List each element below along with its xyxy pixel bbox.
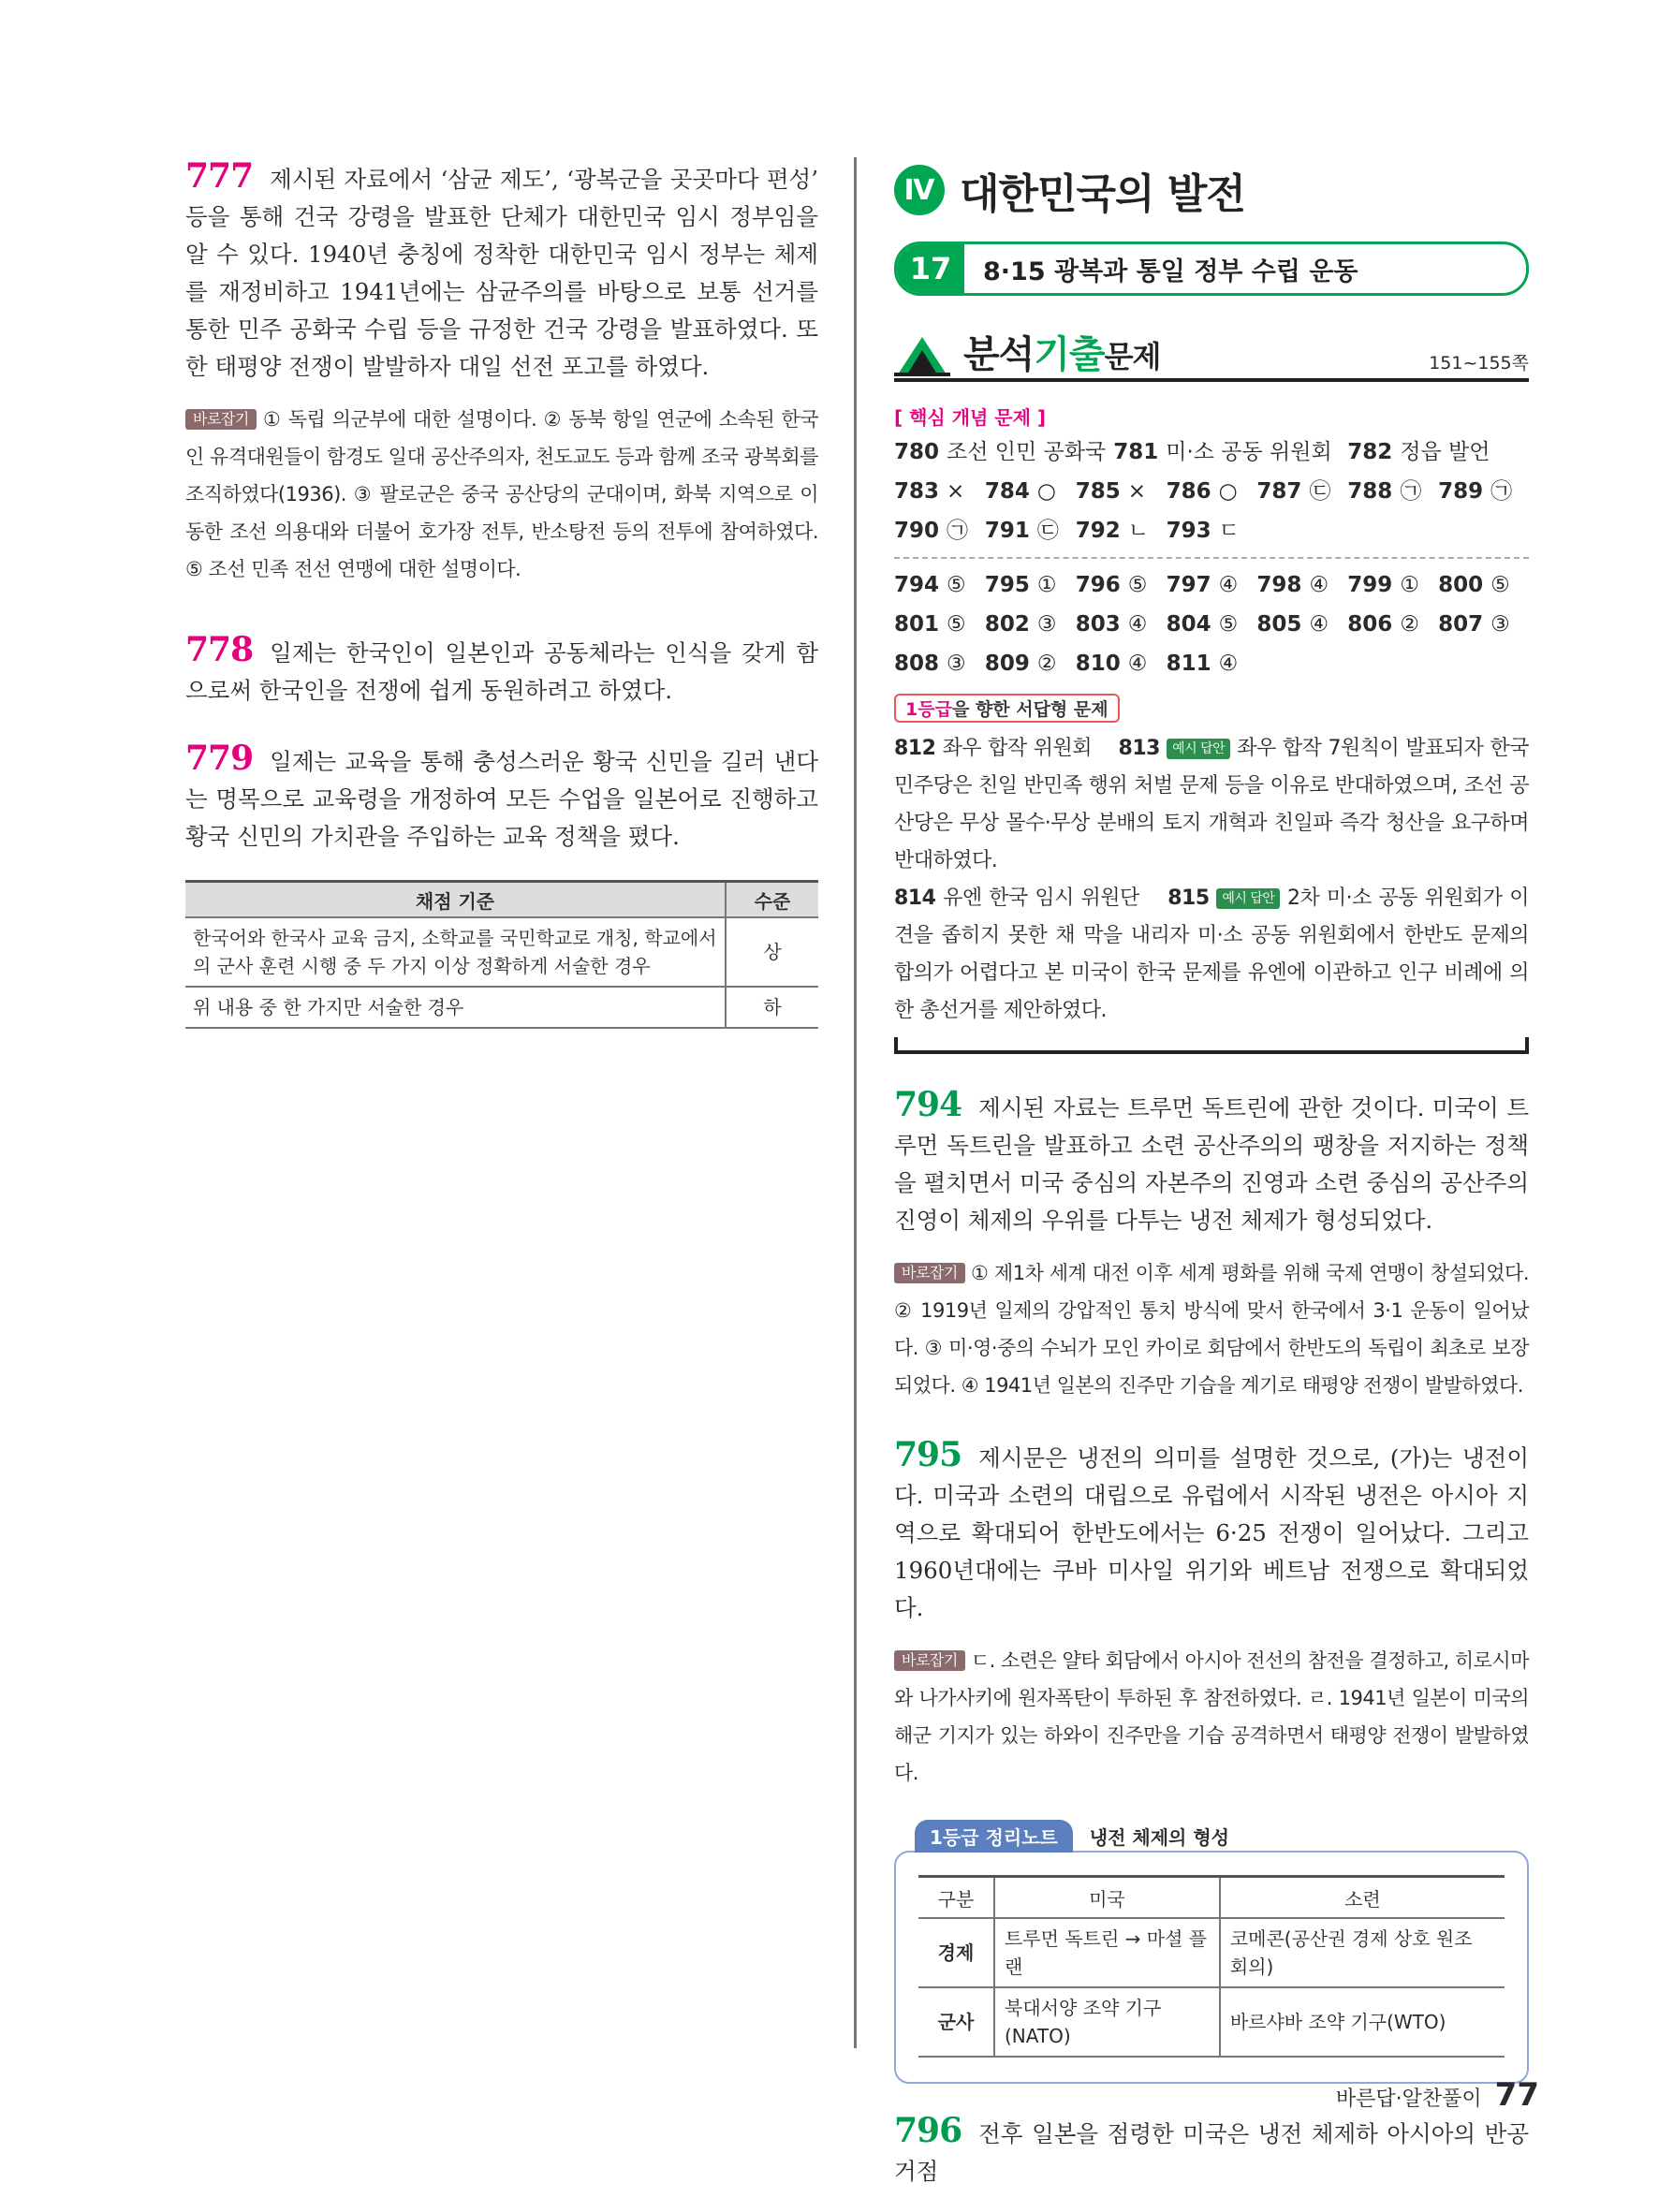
answer-number: 809 [984, 652, 1030, 676]
answer-number: 789 [1438, 479, 1484, 504]
answer-777-text: 제시된 자료에서 ‘삼균 제도’, ‘광복군을 곳곳마다 편성’ 등을 통해 건국 강령을 발표한 단체가 대한민국 임시 정부임을 알 수 있다. 1940년 충칭에 정착한 대한민국 임시 정부는 체제를 재정비하고 1941년에는 삼균주의를 바탕으로 보통 선거를 통한 민주 공화국 수립 등을 규정한 건국 강령을 발표하였다. 또한 태평양 전쟁이 발발하자 대일 선전 포고를 하였다. [185, 166, 818, 380]
answer-number: 814 [894, 886, 936, 910]
answer-number: 805 [1256, 612, 1302, 637]
comparison-table [918, 1875, 1505, 2058]
list-item [985, 647, 1076, 681]
core-answers [894, 435, 1529, 469]
list-item [1347, 435, 1529, 469]
answer-value: ④ [1309, 573, 1329, 597]
answer-value: ② [1400, 612, 1419, 637]
header-category: 구분 [918, 1877, 994, 1919]
question-number-795: 795 [894, 1435, 962, 1474]
list-item [1076, 514, 1167, 548]
answer-value: 좌우 합작 7원칙이 발표되자 한국 민주당은 친일 반민족 행위 처벌 문제 등을 이유로 반대하였으며, 조선 공산당은 무상 몰수·무상 분배의 토지 개혁과 친일파 즉각 청산을 요구하며 반대하였다. [894, 737, 1529, 872]
answer-number: 801 [894, 612, 940, 637]
list-item [1256, 475, 1347, 508]
unit-badge: Ⅳ [894, 165, 945, 215]
answer-796 [894, 2112, 1529, 2190]
list-item [1167, 608, 1257, 641]
answer-value: ㉢ [1309, 479, 1331, 504]
summary-note [894, 1820, 1529, 2084]
answer-number: 790 [894, 519, 940, 543]
list-item [894, 435, 1332, 469]
answer-number: 798 [1256, 573, 1302, 597]
correction-795-text: ㄷ. 소련은 얄타 회담에서 아시아 전선의 참전을 결정하고, 히로시마와 나가사키에 원자폭탄이 투하된 후 참전하였다. ㄹ. 1941년 일본이 미국의 해군 기지가 있는 하와이 진주만을 기습 공격하면서 태평양 전쟁이 발발하였다. [894, 1649, 1529, 1784]
answer-number: 802 [984, 612, 1030, 637]
answer-number: 791 [984, 519, 1030, 543]
answer-number: 795 [984, 573, 1030, 597]
sample-answer-tag: 예시 답안 [1216, 888, 1280, 909]
scoring-table [185, 880, 818, 1029]
answer-value: × [1127, 479, 1147, 504]
answer-value: ㉠ [947, 519, 969, 543]
criterion-cell: 한국어와 한국사 교육 금지, 소학교를 국민학교로 개칭, 학교에서의 군사 훈련 시행 중 두 가지 이상 정확하게 서술한 경우 [185, 917, 726, 987]
list-item [1438, 608, 1529, 641]
list-item [1167, 514, 1257, 548]
answer-value: ⑤ [947, 612, 966, 637]
list-item [894, 608, 985, 641]
answer-number: 813 [1118, 737, 1160, 760]
answer-value: ③ [947, 652, 966, 676]
answer-number: 808 [894, 652, 940, 676]
answer-value: 좌우 합작 위원회 [942, 737, 1093, 760]
comparison-header [918, 1877, 1505, 1919]
answer-number: 800 [1438, 573, 1484, 597]
correction-777 [185, 401, 818, 588]
core-concepts-label: [ 핵심 개념 문제 ] [894, 406, 1047, 429]
essay-section-label [894, 694, 1120, 723]
list-item [985, 608, 1076, 641]
list-item [894, 514, 985, 548]
summary-box [894, 1851, 1529, 2084]
section-title-c: 문제 [1104, 339, 1161, 374]
ussr-cell: 바르샤바 조약 기구(WTO) [1220, 1987, 1505, 2057]
question-number-796: 796 [894, 2111, 962, 2150]
list-item [985, 475, 1076, 508]
answer-number: 785 [1075, 479, 1121, 504]
ussr-cell: 코메콘(공산권 경제 상호 원조 회의) [1220, 1918, 1505, 1987]
answer-value: 조선 인민 공화국 [947, 440, 1107, 464]
us-cell: 북대서양 조약 기구(NATO) [994, 1987, 1220, 2057]
answer-number: 780 [894, 440, 940, 464]
answer-value: 미·소 공동 위원회 [1166, 440, 1332, 464]
essay-label-text: 을 향한 서답형 문제 [951, 699, 1108, 720]
essay-label-accent: 1등급 [905, 699, 952, 720]
header-us: 미국 [994, 1877, 1220, 1919]
question-number-777: 777 [185, 156, 254, 196]
answer-number: 807 [1438, 612, 1484, 637]
answer-794 [894, 1086, 1529, 1239]
answer-number: 797 [1166, 573, 1211, 597]
header-criterion: 채점 기준 [185, 882, 726, 918]
level-cell: 하 [726, 987, 818, 1028]
answer-number: 794 [894, 573, 940, 597]
answer-value: 2차 미·소 공동 위원회가 이견을 좁히지 못한 채 막을 내리자 미·소 공동 위원회에서 한반도 문제의 합의가 어렵다고 본 미국이 한국 문제를 유엔에 이관하고 인구 비례에 의한 총선거를 제안하였다. [894, 886, 1530, 1022]
answer-value: ㉠ [1490, 479, 1513, 504]
answer-794-text: 제시된 자료는 트루먼 독트린에 관한 것이다. 미국이 트루먼 독트린을 발표하고 소련 공산주의의 팽창을 저지하는 정책을 펼치면서 미국 중심의 자본주의 진영과 소련 중심의 공산주의 진영이 체제의 우위를 다투는 냉전 체제가 형성되었다. [894, 1094, 1529, 1234]
summary-label: 냉전 체제의 형성 [1089, 1826, 1229, 1849]
answer-value: ② [1036, 652, 1057, 676]
answer-795-text: 제시문은 냉전의 의미를 설명한 것으로, (가)는 냉전이다. 미국과 소련의 대립으로 유럽에서 시작된 냉전은 아시아 지역으로 확대되어 한반도에서는 6·25 전쟁이 일어났다. 그리고 1960년대에는 쿠바 미사일 위기와 베트남 전쟁으로 확대되었다. [894, 1444, 1529, 1621]
list-item [1076, 608, 1167, 641]
section-title-b: 기출 [1034, 333, 1105, 376]
answer-value: ① [1036, 573, 1057, 597]
list-item [985, 514, 1076, 548]
question-number-794: 794 [894, 1085, 962, 1124]
answer-796-text: 전후 일본을 점령한 미국은 냉전 체제하 아시아의 반공 거점 [894, 2120, 1529, 2185]
core-answers-row3 [894, 514, 1529, 548]
answer-value: ④ [1309, 612, 1329, 637]
answer-number: 781 [1113, 440, 1159, 464]
section-pages: 151~155쪽 [1429, 353, 1529, 374]
answer-value: ㉠ [1400, 479, 1422, 504]
answer-number: 812 [894, 737, 936, 760]
answer-value: ⑤ [1218, 612, 1239, 637]
list-item [894, 475, 985, 508]
answer-778-text: 일제는 한국인이 일본인과 공동체라는 인식을 갖게 함으로써 한국인을 전쟁에 쉽게 동원하려고 하였다. [185, 639, 818, 704]
core-answers-row2 [894, 475, 1529, 508]
list-item [1438, 568, 1529, 602]
us-cell: 트루먼 독트린 → 마셜 플랜 [994, 1918, 1220, 1987]
table-row [185, 987, 818, 1028]
correction-tag: 바로잡기 [894, 1263, 965, 1283]
answer-777 [185, 157, 818, 386]
section-logo-icon [894, 331, 950, 378]
section-header [894, 320, 1529, 382]
answer-number: 788 [1347, 479, 1393, 504]
answer-value: ④ [1127, 612, 1148, 637]
answer-number: 796 [1075, 573, 1121, 597]
correction-tag: 바로잡기 [894, 1650, 965, 1671]
answer-value: 정읍 발언 [1400, 440, 1490, 464]
list-item [1167, 647, 1257, 681]
sample-answer-tag: 예시 답안 [1167, 739, 1230, 759]
correction-794-text: ① 제1차 세계 대전 이후 세계 평화를 위해 국제 연맹이 창설되었다. ② 1919년 일제의 강압적인 통치 방식에 맞서 한국에서 3·1 운동이 일어났다. ③ 미·영·중의 수뇌가 모인 카이로 회담에서 한반도의 독립이 최초로 보장되었다. ④ 1941년 일본의 진주만 기습을 계기로 태평양 전쟁이 발발하였다. [894, 1262, 1529, 1397]
answer-value: ⑤ [1127, 573, 1148, 597]
answer-value: ○ [1218, 479, 1238, 504]
answer-value: 유엔 한국 임시 위원단 [943, 886, 1139, 910]
list-item [1256, 608, 1347, 641]
list-item [1076, 568, 1167, 602]
list-item [894, 568, 985, 602]
unit-title: 대한민국의 발전 [960, 170, 1245, 218]
section-end-bracket [894, 1037, 1529, 1054]
answer-779 [185, 740, 818, 856]
level-cell: 상 [726, 917, 818, 987]
answer-value: × [947, 479, 965, 504]
correction-tag: 바로잡기 [185, 409, 257, 430]
list-item [1167, 475, 1257, 508]
correction-777-text: ① 독립 의군부에 대한 설명이다. ② 동북 항일 연군에 소속된 한국인 유격대원들이 함경도 일대 공산주의자, 천도교도 등과 함께 조국 광복회를 조직하였다(1936). ③ 팔로군은 중국 공산당의 군대이며, 화북 지역으로 이동한 조선 의용대와 더불어 호가장 전투, 반소탕전 등의 전투에 참여하였다. ⑤ 조선 민족 전선 연맹에 대한 설명이다. [185, 408, 818, 580]
list-item [1347, 608, 1438, 641]
answer-value: ① [1400, 573, 1419, 597]
table-row [918, 1987, 1505, 2057]
answer-number: 804 [1166, 612, 1211, 637]
answer-number: 787 [1256, 479, 1302, 504]
answer-number: 782 [1347, 440, 1393, 464]
scoring-table-header [185, 882, 818, 918]
dashed-divider [894, 557, 1529, 559]
correction-795 [894, 1642, 1529, 1792]
question-number-778: 778 [185, 630, 254, 669]
answer-value: ⑤ [947, 573, 966, 597]
table-row [918, 1918, 1505, 1987]
column-divider [854, 157, 857, 2048]
answer-number: 793 [1166, 519, 1211, 543]
chapter-header [894, 242, 1529, 296]
left-column [185, 157, 818, 1029]
answer-number: 815 [1167, 886, 1210, 910]
right-column [894, 157, 1529, 2190]
answer-number: 803 [1075, 612, 1121, 637]
section-title [963, 325, 1160, 378]
correction-794 [894, 1254, 1529, 1404]
unit-header [894, 157, 1529, 223]
list-item [1347, 568, 1438, 602]
answer-value: ㄴ [1127, 519, 1149, 543]
answer-number: 811 [1166, 652, 1211, 676]
essay-answers [894, 730, 1529, 1030]
category-cell: 경제 [918, 1918, 994, 1987]
list-item [985, 568, 1076, 602]
answer-value: ㄷ [1218, 519, 1240, 543]
answer-number: 806 [1347, 612, 1393, 637]
answer-value: ④ [1127, 652, 1148, 676]
list-item [1167, 568, 1257, 602]
summary-tab: 1등급 정리노트 [915, 1820, 1073, 1853]
answer-value: ③ [1490, 612, 1510, 637]
answer-number: 784 [984, 479, 1030, 504]
multiple-choice-answers [894, 568, 1529, 681]
answer-value: ④ [1218, 573, 1239, 597]
answer-778 [185, 631, 818, 710]
table-row [185, 917, 818, 987]
answer-795 [894, 1436, 1529, 1627]
list-item [1347, 475, 1438, 508]
list-item [1076, 647, 1167, 681]
answer-number: 783 [894, 479, 940, 504]
answer-number: 799 [1347, 573, 1393, 597]
answer-number: 786 [1166, 479, 1211, 504]
category-cell: 군사 [918, 1987, 994, 2057]
list-item [1438, 475, 1529, 508]
question-number-779: 779 [185, 739, 254, 778]
section-title-a: 분석 [963, 333, 1035, 376]
footer-text: 바른답·알찬풀이 [1335, 2087, 1482, 2111]
criterion-cell: 위 내용 중 한 가지만 서술한 경우 [185, 987, 726, 1028]
answer-value: ⑤ [1490, 573, 1510, 597]
header-ussr: 소련 [1220, 1877, 1505, 1919]
header-level: 수준 [726, 882, 818, 918]
answer-value: ㉢ [1036, 519, 1059, 543]
answer-number: 792 [1075, 519, 1121, 543]
answer-number: 810 [1075, 652, 1121, 676]
list-item [894, 647, 985, 681]
answer-value: ④ [1218, 652, 1239, 676]
page-footer [1336, 2076, 1539, 2114]
answer-779-text: 일제는 교육을 통해 충성스러운 황국 신민을 길러 낸다는 명목으로 교육령을 개정하여 모든 수업을 일본어로 진행하고 황국 신민의 가치관을 주입하는 교육 정책을 폈다. [185, 748, 818, 850]
chapter-number: 17 [897, 244, 964, 293]
chapter-title: 8·15 광복과 통일 정부 수립 운동 [983, 256, 1358, 286]
page-number: 77 [1494, 2076, 1539, 2114]
list-item [1076, 475, 1167, 508]
list-item [1256, 568, 1347, 602]
answer-value: ○ [1036, 479, 1056, 504]
answer-value: ③ [1036, 612, 1057, 637]
